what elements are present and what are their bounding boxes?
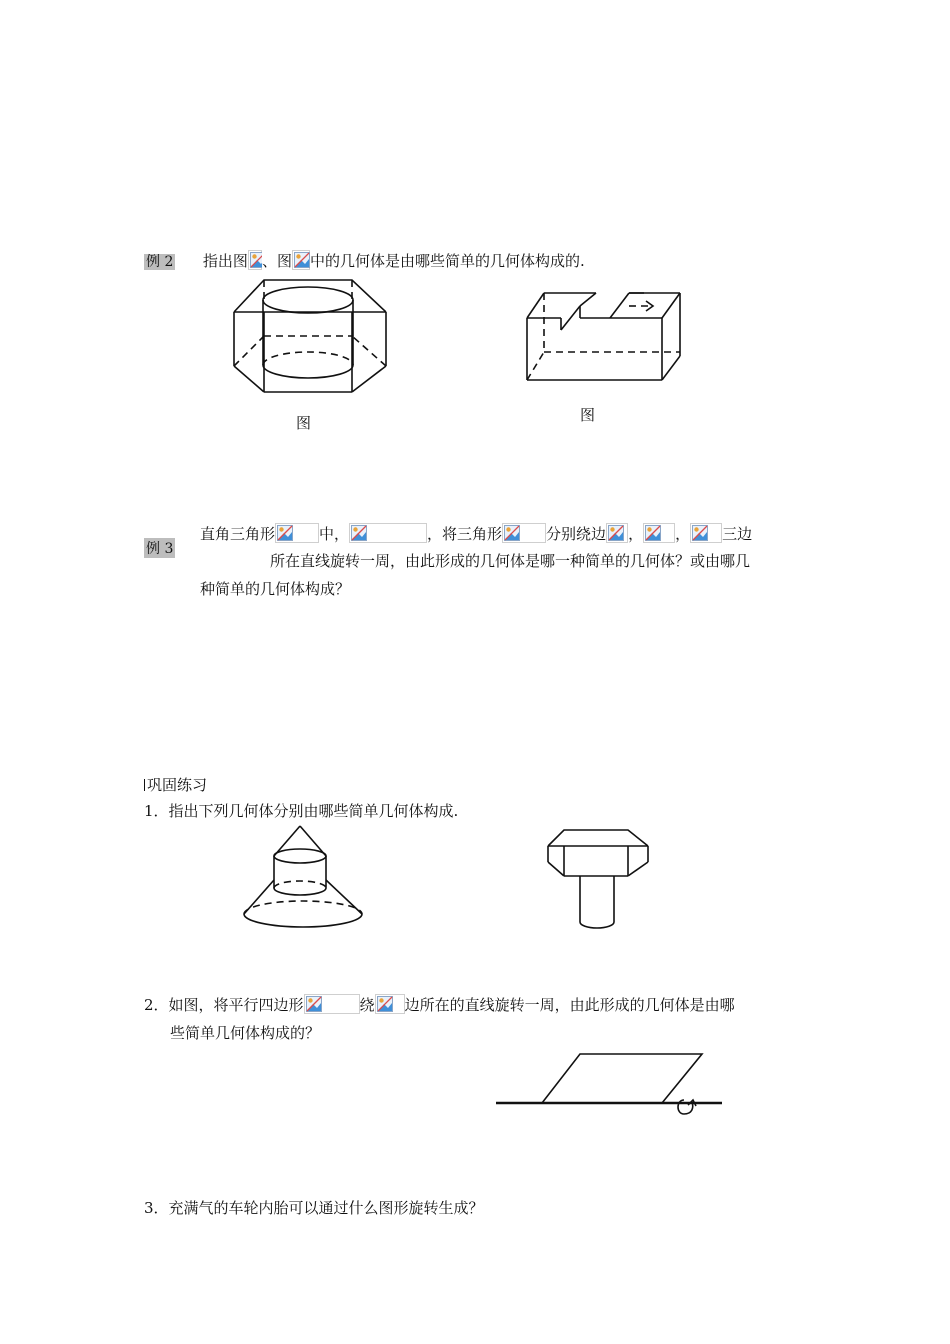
notched-block-figure — [526, 292, 686, 387]
example-3-text: ， — [628, 525, 644, 543]
hex-nut-figure — [230, 280, 390, 400]
broken-image-icon — [643, 523, 675, 543]
example-3-text: 直角三角形 — [200, 525, 276, 543]
example-3-text: ， — [675, 525, 691, 543]
example-2-text: 指出图 — [202, 252, 248, 270]
broken-image-icon — [275, 523, 319, 543]
broken-image-icon — [248, 250, 262, 270]
question-2-line-1 — [144, 994, 735, 1015]
example-3-text: 三边 — [722, 525, 753, 543]
parallelogram-rotation-figure — [496, 1050, 726, 1120]
broken-image-icon — [606, 523, 628, 543]
hex-bolt-figure — [546, 828, 650, 932]
example-3-tag: 例 3 — [144, 538, 175, 558]
figure-2-caption: 图 — [580, 406, 596, 424]
figure-1-caption: 图 — [296, 414, 312, 432]
broken-image-icon — [502, 523, 546, 543]
example-3-text: 中， — [319, 525, 350, 543]
example-2-text: 中的几何体是由哪些简单的几何体构成的. — [309, 252, 585, 270]
example-2-text: 、图 — [261, 252, 292, 270]
practice-heading: 巩固练习 — [144, 774, 207, 795]
broken-image-icon — [292, 250, 310, 270]
question-2-line-2: 些简单几何体构成的？ — [170, 1024, 321, 1042]
question-2-text: 绕 — [359, 996, 375, 1014]
question-2-text: 边所在的直线旋转一周，由此形成的几何体是由哪 — [404, 996, 735, 1014]
cone-cylinder-frustum-figure — [240, 822, 368, 930]
example-2-tag: 例 2 — [146, 254, 174, 270]
example-3-text: 分别绕边 — [546, 525, 607, 543]
broken-image-icon — [304, 994, 360, 1014]
question-2-text: 2．如图，将平行四边形 — [144, 996, 304, 1014]
question-1: 1．指出下列几何体分别由哪些简单几何体构成. — [144, 802, 459, 820]
broken-image-icon — [690, 523, 722, 543]
example-3-line-1 — [200, 523, 752, 544]
question-3: 3．充满气的车轮内胎可以通过什么图形旋转生成？ — [144, 1199, 484, 1217]
broken-image-icon — [349, 523, 427, 543]
example-3-line-3: 种简单的几何体构成？ — [200, 580, 351, 598]
example-3-line-2: 所在直线旋转一周，由此形成的几何体是哪一种简单的几何体？或由哪几 — [270, 552, 751, 570]
example-2-line — [144, 250, 585, 271]
example-3-text: ，将三角形 — [427, 525, 503, 543]
broken-image-icon — [375, 994, 405, 1014]
